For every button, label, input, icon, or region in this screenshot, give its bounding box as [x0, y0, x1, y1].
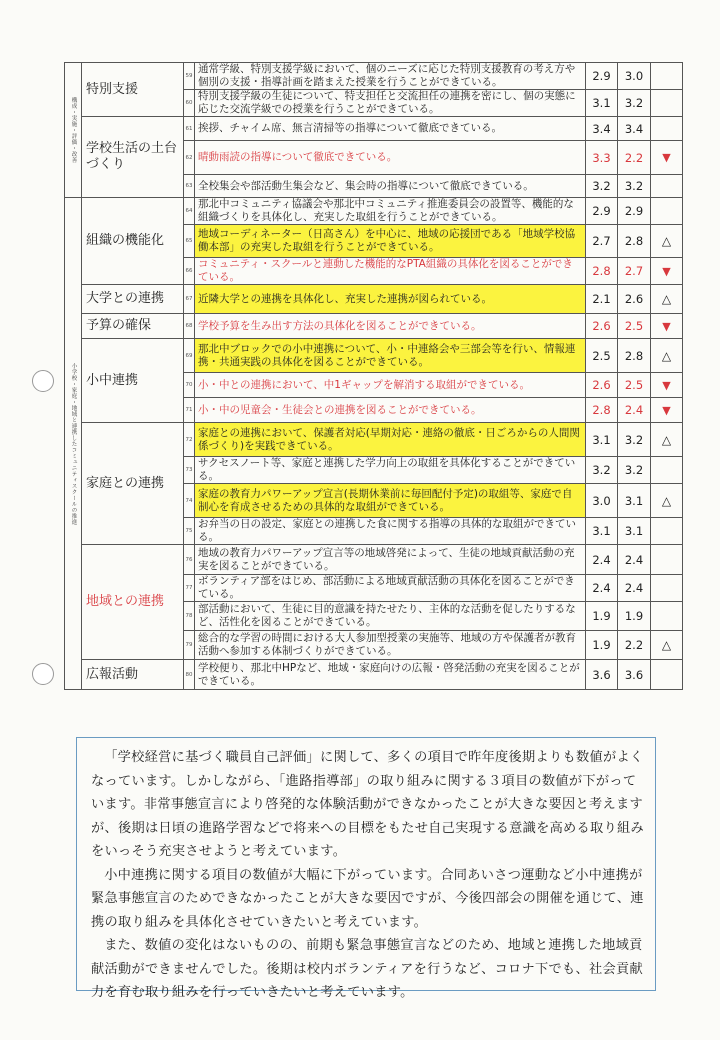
up-triangle-icon: △ — [651, 631, 683, 660]
change-mark — [651, 575, 683, 602]
table-row — [65, 285, 683, 314]
item-number: 61 — [184, 117, 195, 141]
score-current: 2.5 — [618, 314, 651, 339]
score-previous: 3.3 — [586, 141, 618, 175]
section-name: 大学との連携 — [82, 285, 184, 314]
down-triangle-icon: ▼ — [651, 373, 683, 398]
score-current: 3.4 — [618, 117, 651, 141]
score-current: 1.9 — [618, 602, 651, 631]
score-current: 2.5 — [618, 373, 651, 398]
item-number: 60 — [184, 90, 195, 117]
score-current: 2.4 — [618, 575, 651, 602]
score-current: 2.2 — [618, 631, 651, 660]
item-number: 64 — [184, 198, 195, 225]
table-row — [65, 660, 683, 690]
up-triangle-icon: △ — [651, 225, 683, 258]
score-current: 2.8 — [618, 225, 651, 258]
change-mark — [651, 602, 683, 631]
score-previous: 3.6 — [586, 660, 618, 690]
change-mark — [651, 545, 683, 575]
score-current: 3.1 — [618, 484, 651, 518]
table-row — [65, 314, 683, 339]
table-row — [65, 423, 683, 457]
down-triangle-icon: ▼ — [651, 258, 683, 285]
side-label-top-text: 構成・実施・評価・改善 — [70, 97, 77, 163]
item-text: 那北中コミュニティ協議会や那北中コミュニティ推進委員会の設置等、機能的な組織づくりを具体化し、充実した取組を行うことができている。 — [195, 198, 586, 225]
score-current: 3.2 — [618, 90, 651, 117]
section-name: 小中連携 — [82, 339, 184, 423]
item-number: 68 — [184, 314, 195, 339]
item-text: サクセスノート等、家庭と連携した学力向上の取組を具体化することができている。 — [195, 457, 586, 484]
score-previous: 3.1 — [586, 90, 618, 117]
score-current: 2.9 — [618, 198, 651, 225]
item-number: 65 — [184, 225, 195, 258]
change-mark — [651, 518, 683, 545]
score-current: 2.7 — [618, 258, 651, 285]
change-mark — [651, 198, 683, 225]
table-row — [65, 339, 683, 373]
item-number: 70 — [184, 373, 195, 398]
score-current: 3.1 — [618, 518, 651, 545]
score-current: 2.8 — [618, 339, 651, 373]
score-current: 2.6 — [618, 285, 651, 314]
item-number: 73 — [184, 457, 195, 484]
item-number: 80 — [184, 660, 195, 690]
up-triangle-icon: △ — [651, 423, 683, 457]
score-current: 3.2 — [618, 175, 651, 198]
score-previous: 2.5 — [586, 339, 618, 373]
score-current: 3.6 — [618, 660, 651, 690]
side-label-top — [65, 63, 82, 198]
item-text: 地域の教育力パワーアップ宣言等の地域啓発によって、生徒の地域貢献活動の充実を図ることができている。 — [195, 545, 586, 575]
down-triangle-icon: ▼ — [651, 141, 683, 175]
score-previous: 3.4 — [586, 117, 618, 141]
table-row — [65, 198, 683, 225]
up-triangle-icon: △ — [651, 484, 683, 518]
item-text: 特別支援学級の生徒について、特支担任と交流担任の連携を密にし、個の実態に応じた交流学級での授業を行うことができている。 — [195, 90, 586, 117]
evaluation-table — [64, 62, 683, 690]
section-name: 広報活動 — [82, 660, 184, 690]
item-text: コミュニティ・スクールと連動した機能的なPTA組織の具体化を図ることができている。 — [195, 258, 586, 285]
score-current: 2.2 — [618, 141, 651, 175]
comment-paragraph-2: 小中連携に関する項目の数値が大幅に下がっています。合同あいさつ運動など小中連携が緊急事態宣言のためできなかったことが大きな要因ですが、今後四部会の開催を通じて、連携の取り組みを具体化させていきたいと考えています。 — [91, 867, 644, 930]
item-text: 通常学級、特別支援学級において、個のニーズに応じた特別支援教育の考え方や個別の支援・指導計画を踏まえた授業を行うことができている。 — [195, 63, 586, 90]
item-number: 78 — [184, 602, 195, 631]
score-previous: 2.4 — [586, 575, 618, 602]
item-number: 77 — [184, 575, 195, 602]
item-text: 晴動雨読の指導について徹底できている。 — [195, 141, 586, 175]
score-previous: 2.6 — [586, 373, 618, 398]
score-previous: 2.1 — [586, 285, 618, 314]
score-previous: 2.4 — [586, 545, 618, 575]
item-text: ボランティア部をはじめ、部活動による地域貢献活動の具体化を図ることができている。 — [195, 575, 586, 602]
score-previous: 3.2 — [586, 457, 618, 484]
item-number: 69 — [184, 339, 195, 373]
comment-paragraph-1: 「学校経営に基づく職員自己評価」に関して、多くの項目で昨年度後期よりも数値がよくなっています。しかしながら、「進路指導部」の取り組みに関する３項目の数値が下がっています。非常事態宣言により啓発的な体験活動ができなかったことが大きな要因と考えますが、後期は日頃の進路学習などで将来への目標をもたせ自己実現する意識を高める取り組みをいっそう充実させようと考えています。 — [91, 750, 644, 859]
score-current: 3.2 — [618, 457, 651, 484]
section-name: 特別支援 — [82, 63, 184, 117]
item-text: 近隣大学との連携を具体化し、充実した連携が図られている。 — [195, 285, 586, 314]
item-text: 学校予算を生み出す方法の具体化を図ることができている。 — [195, 314, 586, 339]
item-number: 74 — [184, 484, 195, 518]
item-text: 学校便り、那北中HPなど、地域・家庭向けの広報・啓発活動の充実を図ることができている。 — [195, 660, 586, 690]
section-name: 家庭との連携 — [82, 423, 184, 545]
item-number: 66 — [184, 258, 195, 285]
item-text: 小・中の児童会・生徒会との連携を図ることができている。 — [195, 398, 586, 423]
item-number: 62 — [184, 141, 195, 175]
evaluation-comment-box — [76, 737, 656, 1000]
item-text: 那北中ブロックでの小中連携について、小・中連絡会や三部会等を行い、情報連携・共通実践の具体化を図ることができている。 — [195, 339, 586, 373]
item-text: 家庭の教育力パワーアップ宣言(長期休業前に毎回配付予定)の取組等、家庭で自制心を育成させるための具体的な取組ができている。 — [195, 484, 586, 518]
comment-paragraph-3: また、数値の変化はないものの、前期も緊急事態宣言などのため、地域と連携した地域貢献活動ができませんでした。後期は校内ボランティアを行うなど、コロナ下でも、社会貢献力を育む取り組みを行っていきたいと考えています。 — [91, 938, 643, 1000]
item-text: 挨拶、チャイム席、無言清掃等の指導について徹底できている。 — [195, 117, 586, 141]
up-triangle-icon: △ — [651, 339, 683, 373]
score-current: 3.2 — [618, 423, 651, 457]
score-previous: 1.9 — [586, 602, 618, 631]
change-mark — [651, 660, 683, 690]
score-previous: 1.9 — [586, 631, 618, 660]
score-previous: 3.1 — [586, 518, 618, 545]
item-text: 小・中との連携において、中1ギャップを解消する取組ができている。 — [195, 373, 586, 398]
change-mark — [651, 90, 683, 117]
score-previous: 2.9 — [586, 198, 618, 225]
table-row — [65, 545, 683, 575]
binder-hole-bottom — [32, 663, 54, 685]
down-triangle-icon: ▼ — [651, 398, 683, 423]
table-row — [65, 117, 683, 141]
score-current: 2.4 — [618, 398, 651, 423]
item-number: 79 — [184, 631, 195, 660]
change-mark — [651, 457, 683, 484]
score-current: 3.0 — [618, 63, 651, 90]
item-number: 71 — [184, 398, 195, 423]
item-text: 部活動において、生徒に目的意識を持たせたり、主体的な活動を促したりするなど、活性化を図ることができている。 — [195, 602, 586, 631]
score-previous: 2.9 — [586, 63, 618, 90]
change-mark — [651, 117, 683, 141]
section-name: 組織の機能化 — [82, 198, 184, 285]
change-mark — [651, 63, 683, 90]
side-label-bottom-text: 小学校・家庭・地域と連携したコミュニティスクールの推進 — [70, 362, 77, 525]
score-previous: 3.0 — [586, 484, 618, 518]
score-previous: 2.8 — [586, 398, 618, 423]
binder-hole-top — [32, 370, 54, 392]
item-text: 全校集会や部活動生集会など、集会時の指導について徹底できている。 — [195, 175, 586, 198]
item-text: 地域コーディネーター（日高さん）を中心に、地域の応援団である「地域学校協働本部」の充実した取組を行うことができている。 — [195, 225, 586, 258]
item-number: 59 — [184, 63, 195, 90]
score-current: 2.4 — [618, 545, 651, 575]
up-triangle-icon: △ — [651, 285, 683, 314]
item-text: 総合的な学習の時間における大人参加型授業の実施等、地域の方や保護者が教育活動へ参加する体制づくりができている。 — [195, 631, 586, 660]
item-number: 72 — [184, 423, 195, 457]
side-label-bottom — [65, 198, 82, 690]
table-row — [65, 63, 683, 90]
item-text: 家庭との連携において、保護者対応(早期対応・連絡の徹底・日ごろからの人間関係づくり)を実践できている。 — [195, 423, 586, 457]
item-number: 63 — [184, 175, 195, 198]
down-triangle-icon: ▼ — [651, 314, 683, 339]
change-mark — [651, 175, 683, 198]
score-previous: 2.6 — [586, 314, 618, 339]
score-previous: 2.7 — [586, 225, 618, 258]
score-previous: 2.8 — [586, 258, 618, 285]
section-name: 予算の確保 — [82, 314, 184, 339]
section-name: 学校生活の土台づくり — [82, 117, 184, 198]
item-number: 75 — [184, 518, 195, 545]
section-name: 地域との連携 — [82, 545, 184, 660]
item-number: 67 — [184, 285, 195, 314]
score-previous: 3.1 — [586, 423, 618, 457]
item-number: 76 — [184, 545, 195, 575]
item-text: お弁当の日の設定、家庭との連携した食に関する指導の具体的な取組ができている。 — [195, 518, 586, 545]
score-previous: 3.2 — [586, 175, 618, 198]
